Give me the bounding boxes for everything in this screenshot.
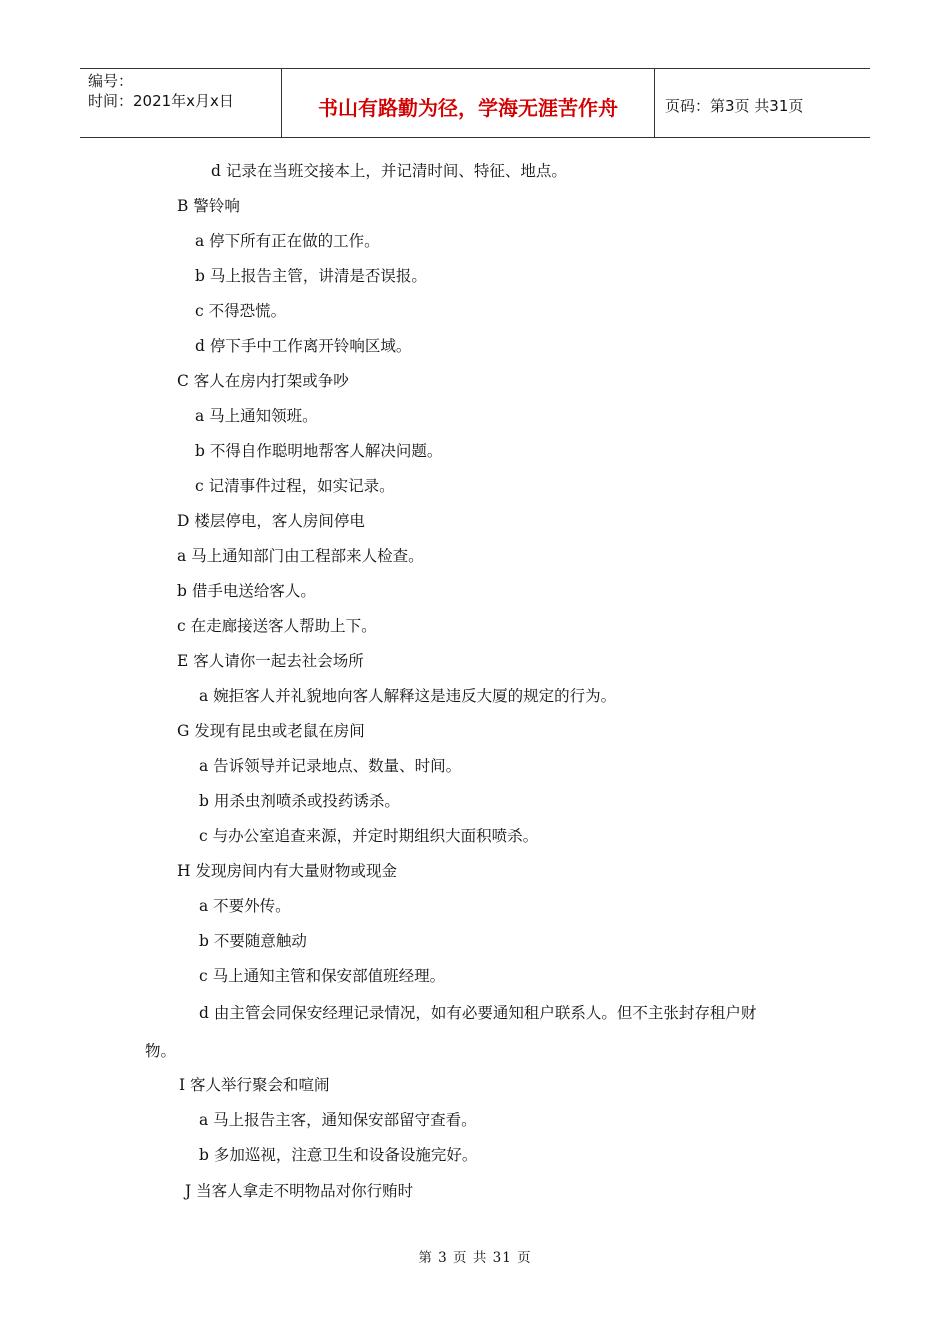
section-heading: C 客人在房内打架或争吵 [177,372,349,390]
body-line: a 婉拒客人并礼貌地向客人解释这是违反大厦的规定的行为。 [199,687,617,705]
header-page-info: 页码：第3页 共31页 [665,96,804,115]
body-line: d 由主管会同保安经理记录情况，如有必要通知租户联系人。但不主张封存租户财 [199,1004,757,1022]
time-label: 时间：2021年x月x日 [88,92,234,110]
section-heading: H 发现房间内有大量财物或现金 [177,862,397,880]
section-heading: G 发现有昆虫或老鼠在房间 [177,722,365,740]
body-line: c 马上通知主管和保安部值班经理。 [199,967,446,985]
section-heading: B 警铃响 [177,197,240,215]
body-line: a 不要外传。 [199,897,291,915]
page-footer: 第 3 页 共 31 页 [418,1250,532,1266]
section-heading: D 楼层停电，客人房间停电 [177,512,365,530]
body-line: a 告诉领导并记录地点、数量、时间。 [199,757,462,775]
body-line: b 马上报告主管，讲清是否误报。 [195,267,427,285]
body-line: b 借手电送给客人。 [177,582,316,600]
body-line: c 在走廊接送客人帮助上下。 [177,617,377,635]
body-line: a 马上报告主客，通知保安部留守查看。 [199,1111,477,1129]
header-motto: 书山有路勤为径，学海无涯苦作舟 [281,69,655,137]
body-line: b 不得自作聪明地帮客人解决问题。 [195,442,443,460]
body-line: d 记录在当班交接本上，并记清时间、特征、地点。 [211,162,567,180]
section-heading: I 客人举行聚会和喧闹 [179,1076,330,1094]
body-line: a 停下所有正在做的工作。 [195,232,380,250]
body-line: d 停下手中工作离开铃响区域。 [195,337,412,355]
section-heading: E 客人请你一起去社会场所 [177,652,364,670]
section-heading: J 当客人拿走不明物品对你行贿时 [185,1182,414,1200]
body-line: b 不要随意触动 [199,932,307,950]
body-line: b 用杀虫剂喷杀或投药诱杀。 [199,792,400,810]
page-header [80,68,870,138]
number-label: 编号： [88,72,134,90]
body-line: a 马上通知领班。 [195,407,318,425]
body-line: c 与办公室追查来源，并定时期组织大面积喷杀。 [199,827,539,845]
body-line: 物。 [145,1042,177,1060]
body-line: c 记清事件过程，如实记录。 [195,477,395,495]
body-line: c 不得恐慌。 [195,302,287,320]
body-line: a 马上通知部门由工程部来人检查。 [177,547,424,565]
body-line: b 多加巡视，注意卫生和设备设施完好。 [199,1146,478,1164]
header-meta [80,69,281,137]
